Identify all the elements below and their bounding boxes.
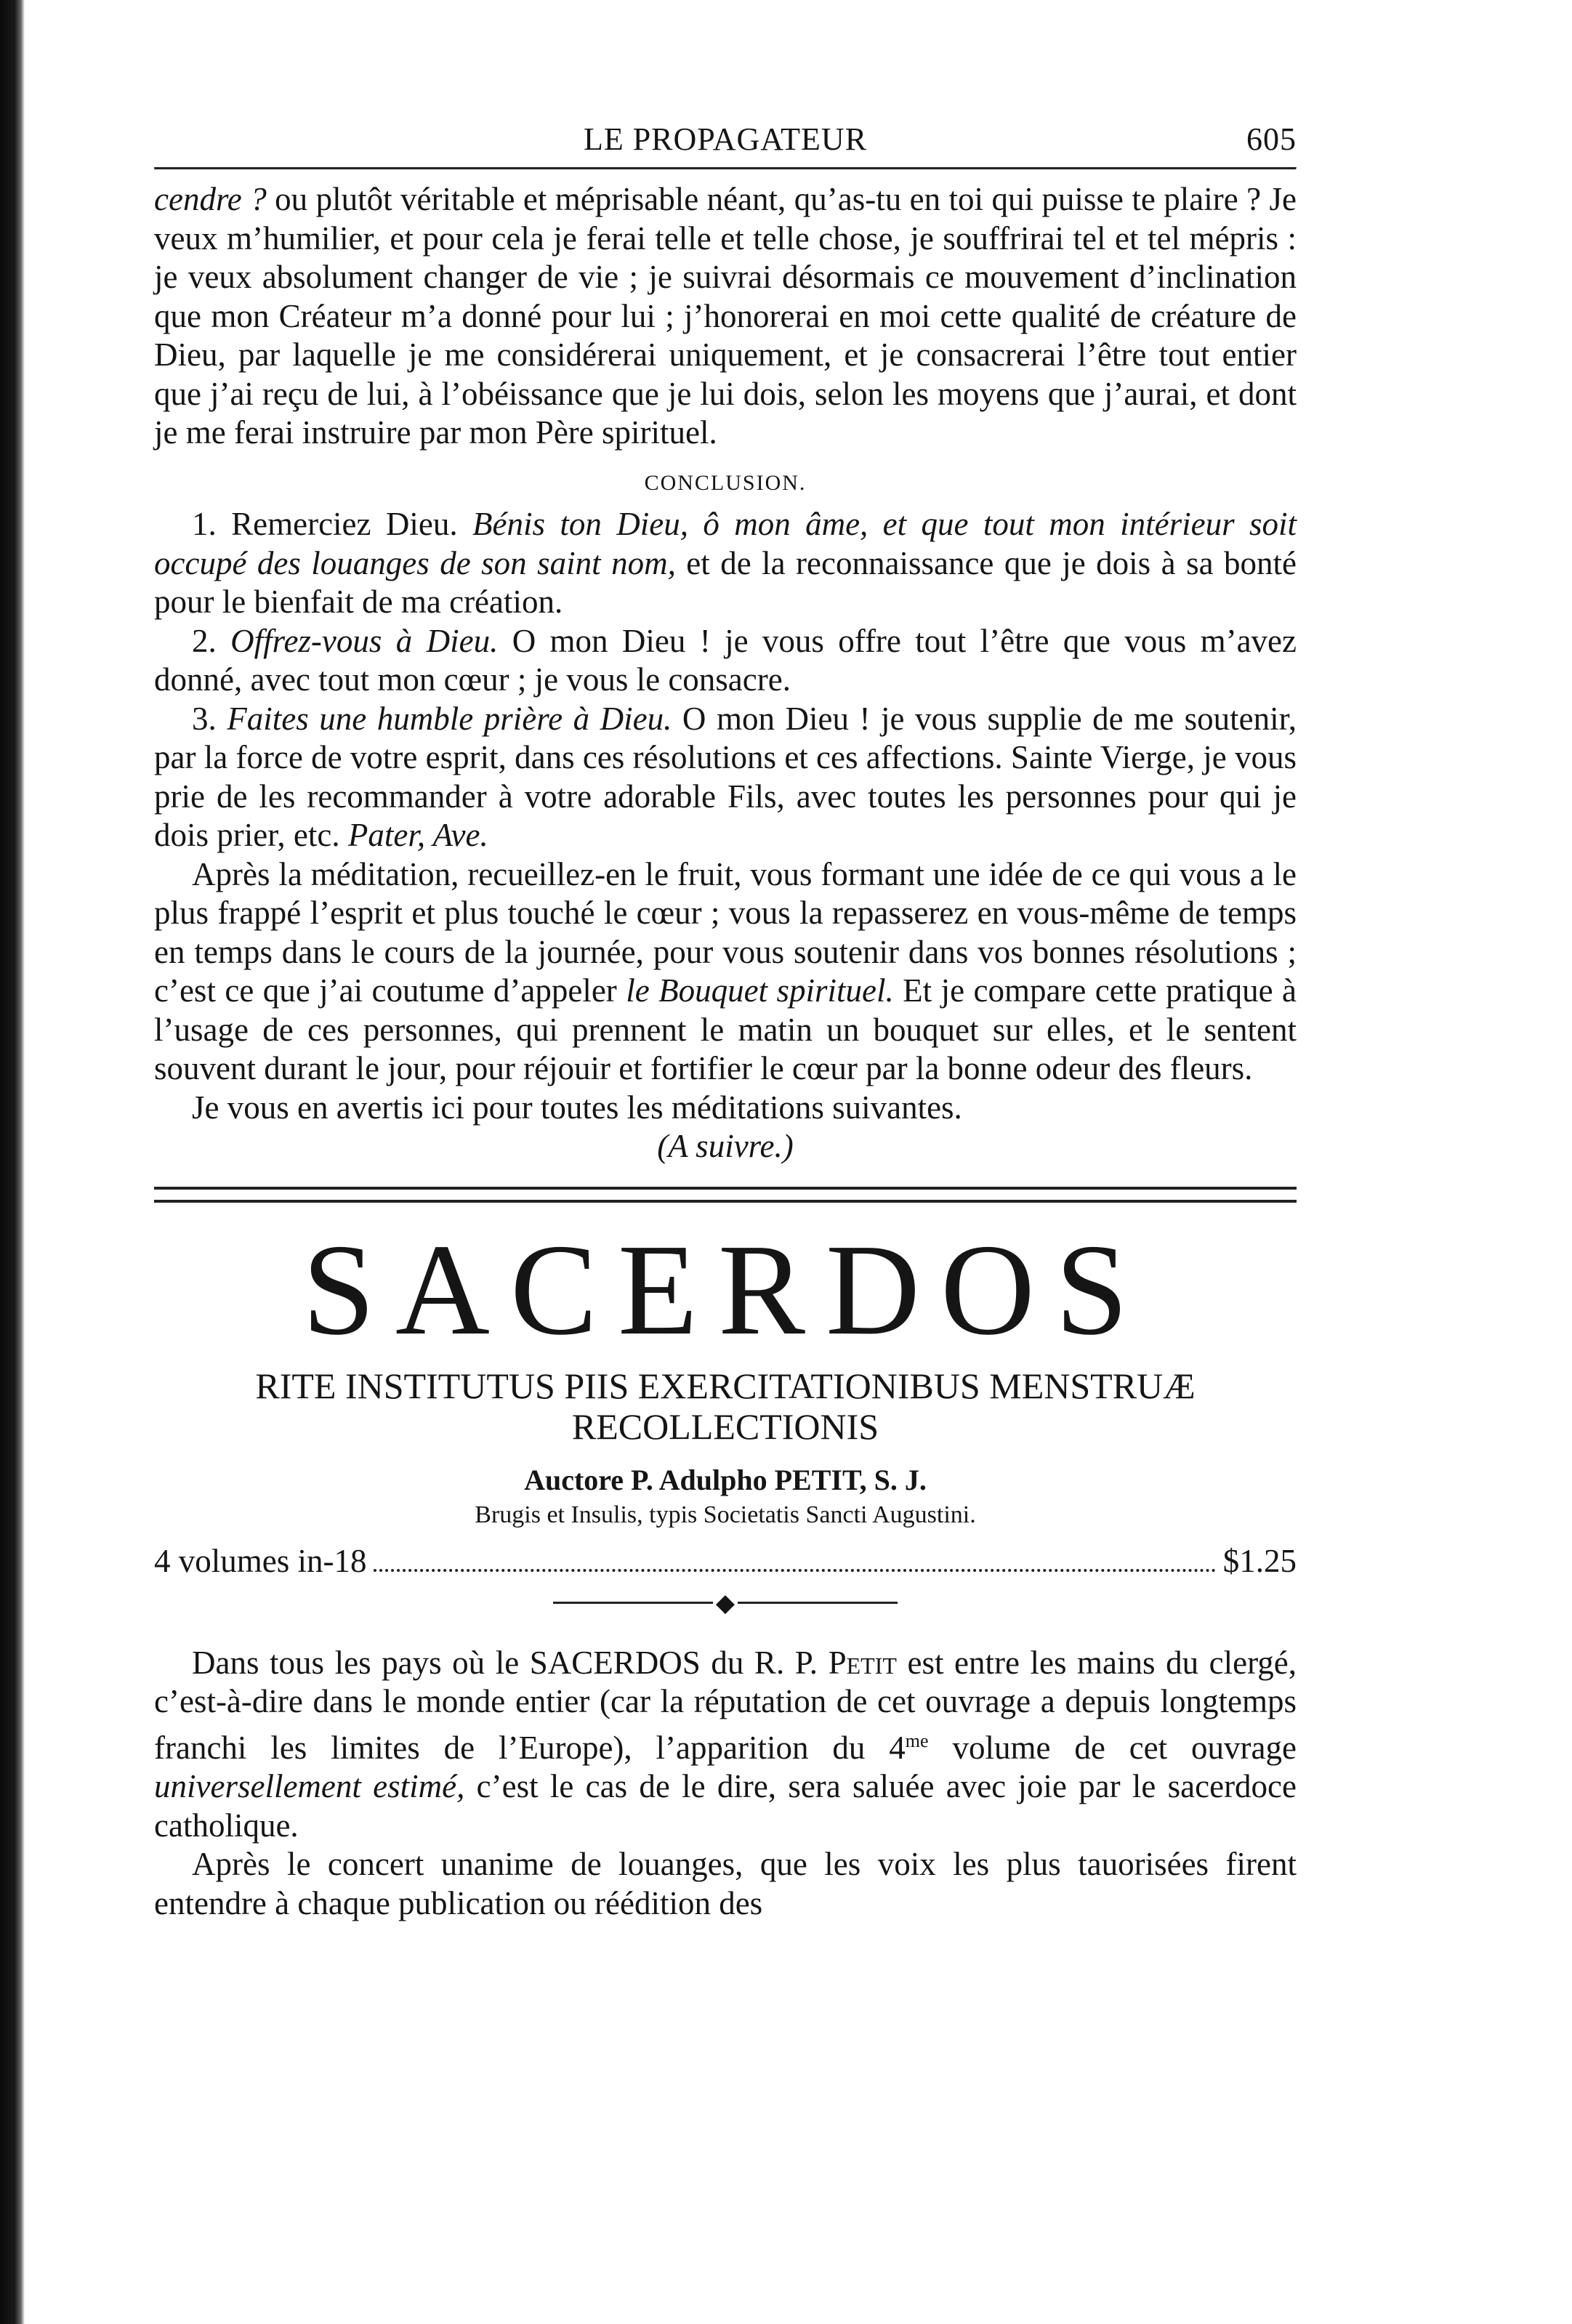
advert-paragraph-2: Après le concert unanime de louanges, que les voix les plus tauorisées firent entendre à chaque publication ou réédition des — [154, 1846, 1297, 1921]
to-follow-note: (A suivre.) — [657, 1128, 794, 1164]
volumes-label: 4 volumes in-18 — [154, 1542, 367, 1579]
paragraph-bouquet: Après la méditation, recueillez-en le fruit, vous formant une idée de ce qui vous a le plus frappé l’esprit et plus touché le cœur ; vous la repasserez en vous-même de temps en temps dans le cours de la journée, pour vous soutenir dans vos bonnes résolutions ; c’est ce que j’ai coutume d’appeler le Bouquet spirituel. Et je compare cette pratique à l’usage de ces personnes, qui prennent le matin un bouquet sur elles, et le sentent souvent durant le jour, pour réjouir et fortifier le cœur par la bonne odeur des fleurs. — [154, 855, 1297, 1086]
advert-paragraph-1: Dans tous les pays où le SACERDOS du R. P. Petit est entre les mains du clergé, c’est-à-dire dans le monde entier (car la réputation de cet ouvrage a depuis longtemps franchi les limites de l’Europe), l’apparition du $4^{me}$ volume de cet ouvrage universellement estimé, c’est le cas de le dire, sera saluée avec joie par le sacerdoce catholique. — [154, 1644, 1297, 1844]
running-title: LE PROPAGATEUR — [583, 121, 868, 157]
advert-author: Auctore P. Adulpho PETIT, S. J. — [524, 1463, 927, 1496]
advertisement — [154, 1217, 1297, 1924]
ornament-divider — [154, 1588, 1297, 1618]
conclusion-item-3: 3. Faites une humble prière à Dieu. O mon Dieu ! je vous supplie de me soutenir, par la force de votre esprit, dans ces résolutions et ces affections. Sainte Vierge, je vous prie de les recommander à votre adorable Fils, avec toutes les personnes pour qui je dois prier, etc. Pater, Ave. — [154, 700, 1297, 853]
advert-imprint: Brugis et Insulis, typis Societatis Sancti Augustini. — [475, 1501, 976, 1528]
header-rule — [154, 167, 1297, 170]
price-value: $1.25 — [1222, 1542, 1297, 1579]
advert-title: SACERDOS — [302, 1217, 1149, 1362]
paragraph-continuation: cendre ? ou plutôt véritable et méprisable néant, qu’as-tu en toi qui puisse te plaire ? Je veux m’humilier, et pour cela je ferai telle et telle chose, je souffrirai tel et tel mépris : je veux absolument changer de vie ; je suivrai désormais ce mouvement d’inclination que mon Créateur m’a donné pour lui ; j’honorerai en moi cette qualité de créature de Dieu, par laquelle je me considérerai uniquement, et je consacrerai l’être tout entier que j’ai reçu de lui, à l’obéissance que je lui dois, selon les moyens que j’aurai, et dont je me ferai instruire par mon Père spirituel. — [154, 181, 1297, 451]
advert-text — [154, 1644, 1297, 1924]
price-line — [154, 1542, 1297, 1581]
diamond-icon: ◆ — [715, 1589, 735, 1617]
advert-subtitle: RITE INSTITUTUS PIIS EXERCITATIONIBUS MENSTRUÆ RECOLLECTIONIS — [255, 1365, 1196, 1447]
running-head — [154, 116, 1297, 167]
italic-lead: cendre ? — [154, 181, 267, 217]
page-number: 605 — [1246, 121, 1297, 157]
scan-edge-shadow — [0, 0, 25, 2324]
paragraph-final: Je vous en avertis ici pour toutes les méditations suivantes. — [192, 1089, 962, 1126]
leader-dots — [374, 1569, 1215, 1572]
conclusion-item-1: 1. Remerciez Dieu. Bénis ton Dieu, ô mon âme, et que tout mon intérieur soit occupé des louanges de son saint nom, et de la reconnaissance que je dois à sa bonté pour le bienfait de ma création. — [154, 506, 1297, 620]
conclusion-heading: CONCLUSION. — [644, 470, 807, 495]
meditation-text — [154, 180, 1297, 1166]
page — [154, 116, 1297, 1923]
conclusion-item-2: 2. Offrez-vous à Dieu. O mon Dieu ! je vous offre tout l’être que vous m’avez donné, avec tout mon cœur ; je vous le consacre. — [154, 622, 1297, 698]
section-double-rule — [154, 1187, 1297, 1203]
